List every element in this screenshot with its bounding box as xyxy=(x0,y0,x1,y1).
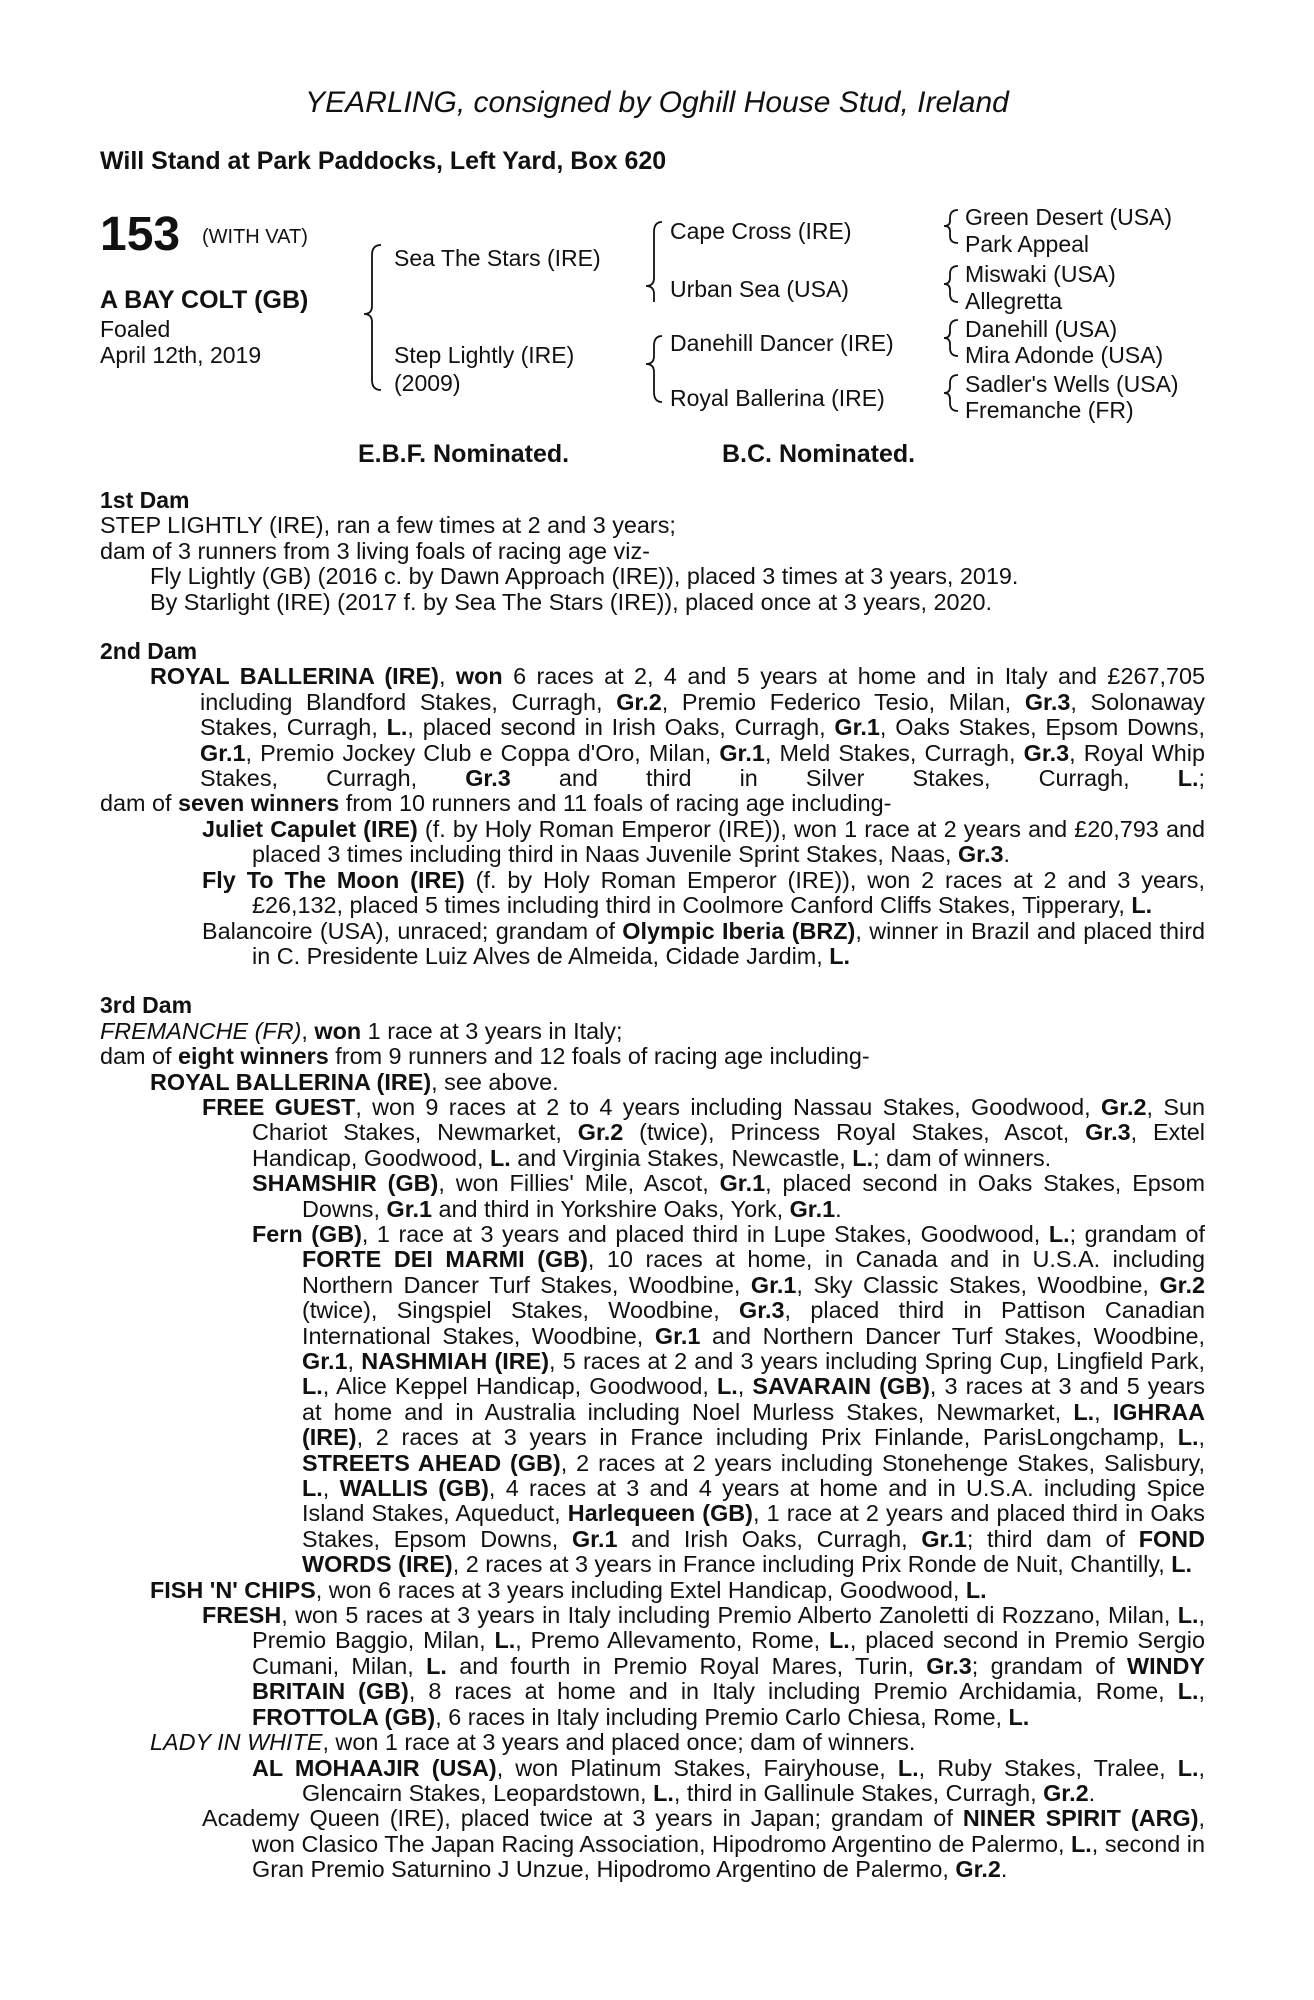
produce-entry: Fly To The Moon (IRE) (f. by Holy Roman Emperor (IRE)), won 2 races at 2 and 3 years, £26,132, placed 5 times including third in Coolmore Canford Cliffs Stakes, Tipperary, L. xyxy=(202,866,1205,919)
vat-note: (WITH VAT) xyxy=(202,226,308,248)
second-dam-heading: 2nd Dam xyxy=(100,638,198,665)
produce-entry: By Starlight (IRE) (2017 f. by Sea The Stars (IRE)), placed once at 3 years, 2020. xyxy=(150,588,993,615)
produce-entry: SHAMSHIR (GB), won Fillies' Mile, Ascot, Gr.1, placed second in Oaks Stakes, Epsom Downs, Gr.1 and third in Yorkshire Oaks, York, Gr.1. xyxy=(252,1170,1205,1222)
lot-name: A BAY COLT (GB) xyxy=(100,286,309,314)
dsd: Mira Adonde (USA) xyxy=(965,342,1164,368)
produce-entry: FISH 'N' CHIPS, won 6 races at 3 years including Extel Handicap, Goodwood, L. xyxy=(150,1576,987,1603)
dam-record: dam of eight winners from 9 runners and 12 foals of racing age including- xyxy=(100,1043,870,1070)
ddd: Fremanche (FR) xyxy=(965,397,1134,423)
lot-number: 153 xyxy=(100,208,181,261)
produce-entry: Juliet Capulet (IRE) (f. by Holy Roman Emperor (IRE)), won 1 race at 2 years and £20,793 and placed 3 times including third in Naas Juvenile Sprint Stakes, Naas, Gr.3. xyxy=(202,815,1205,868)
ssd: Park Appeal xyxy=(965,231,1090,257)
first-dam-line: STEP LIGHTLY (IRE), ran a few times at 2 and 3 years; xyxy=(100,512,676,539)
foaled-date: April 12th, 2019 xyxy=(100,342,262,368)
dam-entry: ROYAL BALLERINA (IRE), won 6 races at 2, 4 and 5 years at home and in Italy and £267,705 including Blandford Stakes, Curragh, Gr.2, Premio Federico Tesio, Milan, Gr.3, Solonaway Stakes, Curragh, L., placed second in Irish Oaks, Curragh, Gr.1, Oaks Stakes, Epsom Downs, Gr.1, Premio Jockey Club e Coppa d'Oro, Milan, Gr.1, Meld Stakes, Curragh, Gr.3, Royal Whip Stakes, Curragh, Gr.3 and third in Silver Stakes, Curragh, L.; xyxy=(150,663,1205,792)
sire-dam: Urban Sea (USA) xyxy=(670,276,849,302)
produce-entry: Fly Lightly (GB) (2016 c. by Dawn Approach (IRE)), placed 3 times at 3 years, 2019. xyxy=(150,563,1019,590)
produce-entry: FREE GUEST, won 9 races at 2 to 4 years including Nassau Stakes, Goodwood, Gr.2, Sun Chariot Stakes, Newmarket, Gr.2 (twice), Princess Royal Stakes, Ascot, Gr.3, Extel Handicap, Goodwood, L. and Virginia Stakes, Newcastle, L.; dam of winners. xyxy=(202,1093,1205,1171)
dam-record: dam of seven winners from 10 runners and 11 foals of racing age including- xyxy=(100,790,892,817)
page-title: YEARLING, consigned by Oghill House Stud, Ireland xyxy=(305,86,1009,119)
sdd: Allegretta xyxy=(965,288,1063,314)
produce-entry: ROYAL BALLERINA (IRE), see above. xyxy=(150,1068,559,1095)
dam-year: (2009) xyxy=(394,370,461,396)
catalogue-body xyxy=(100,488,1205,1883)
first-dam-line: dam of 3 runners from 3 living foals of racing age viz- xyxy=(100,537,650,564)
stand-location: Will Stand at Park Paddocks, Left Yard, Box 620 xyxy=(100,147,667,175)
sire: Sea The Stars (IRE) xyxy=(394,245,601,271)
ebf-nominated: E.B.F. Nominated. xyxy=(358,440,570,468)
sds: Miswaki (USA) xyxy=(965,261,1116,287)
dss: Danehill (USA) xyxy=(965,316,1118,342)
dam-sire: Danehill Dancer (IRE) xyxy=(670,330,894,356)
produce-entry: Fern (GB), 1 race at 3 years and placed third in Lupe Stakes, Goodwood, L.; grandam of FORTE DEI MARMI (GB), 10 races at home, in Canada and in U.S.A. including Northern Dancer Turf Stakes, Woodbine, Gr.1, Sky Classic Stakes, Woodbine, Gr.2 (twice), Singspiel Stakes, Woodbine, Gr.3, placed third in Pattison Canadian International Stakes, Woodbine, Gr.1 and Northern Dancer Turf Stakes, Woodbine, Gr.1, NASHMIAH (IRE), 5 races at 2 and 3 years including Spring Cup, Lingfield Park, L., Alice Keppel Handicap, Goodwood, L., SAVARAIN (GB), 3 races at 3 and 5 years at home and in Australia including Noel Murless Stakes, Newmarket, L., IGHRAA (IRE), 2 races at 3 years in France including Prix Finlande, ParisLongchamp, L., STREETS AHEAD (GB), 2 races at 2 years including Stonehenge Stakes, Salisbury, L., WALLIS (GB), 4 races at 3 and 4 years at home and in U.S.A. including Spice Island Stakes, Aqueduct, Harlequeen (GB), 1 race at 2 years and placed third in Oaks Stakes, Epsom Downs, Gr.1 and Irish Oaks, Curragh, Gr.1; third dam of FOND WORDS (IRE), 2 races at 3 years in France including Prix Ronde de Nuit, Chantilly, L. xyxy=(252,1220,1206,1578)
dam: Step Lightly (IRE) xyxy=(394,342,575,368)
sss: Green Desert (USA) xyxy=(965,204,1173,230)
produce-entry: Balancoire (USA), unraced; grandam of Olympic Iberia (BRZ), winner in Brazil and placed third in C. Presidente Luiz Alves de Almeida, Cidade Jardim, L. xyxy=(202,917,1206,969)
dam-entry: FREMANCHE (FR), won 1 race at 3 years in Italy; xyxy=(100,1017,623,1044)
third-dam-heading: 3rd Dam xyxy=(100,992,193,1019)
produce-entry: LADY IN WHITE, won 1 race at 3 years and placed once; dam of winners. xyxy=(150,1729,916,1756)
produce-entry: AL MOHAAJIR (USA), won Platinum Stakes, Fairyhouse, L., Ruby Stakes, Tralee, L., Glencairn Stakes, Leopardstown, L., third in Gallinule Stakes, Curragh, Gr.2. xyxy=(252,1754,1205,1806)
foaled-label: Foaled xyxy=(100,316,171,342)
dam-dam: Royal Ballerina (IRE) xyxy=(670,385,885,411)
sire-sire: Cape Cross (IRE) xyxy=(670,218,852,244)
bc-nominated: B.C. Nominated. xyxy=(722,440,916,468)
produce-entry: Academy Queen (IRE), placed twice at 3 years in Japan; grandam of NINER SPIRIT (ARG), won Clasico The Japan Racing Association, Hipodromo Argentino de Palermo, L., second in Gran Premio Saturnino J Unzue, Hipodromo Argentino de Palermo, Gr.2. xyxy=(202,1805,1205,1883)
first-dam-heading: 1st Dam xyxy=(100,487,190,513)
dds: Sadler's Wells (USA) xyxy=(965,371,1179,397)
produce-entry: FRESH, won 5 races at 3 years in Italy including Premio Alberto Zanoletti di Rozzano, Milan, L., Premio Baggio, Milan, L., Premo Allevamento, Rome, L., placed second in Premio Sergio Cumani, Milan, L. and fourth in Premio Royal Mares, Turin, Gr.3; grandam of WINDY BRITAIN (GB), 8 races at home and in Italy including Premio Archidamia, Rome, L., FROTTOLA (GB), 6 races in Italy including Premio Carlo Chiesa, Rome, L. xyxy=(202,1602,1205,1730)
